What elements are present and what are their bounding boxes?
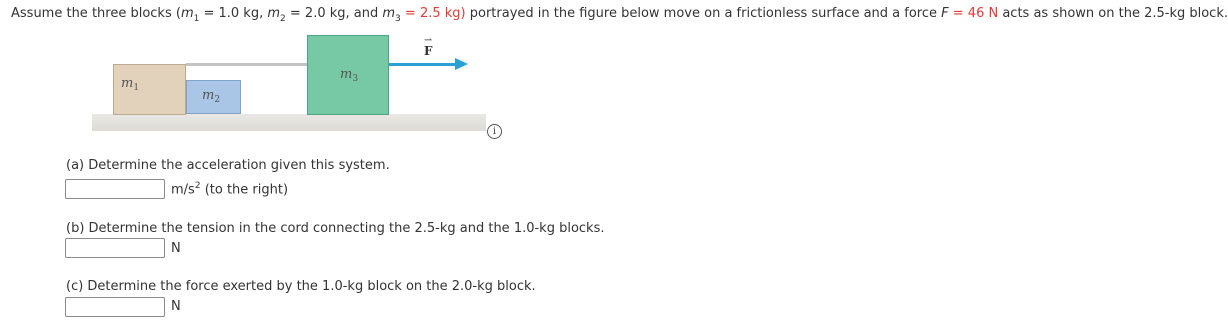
m3-subscript: 3: [395, 14, 401, 24]
m1-variable: m: [180, 6, 194, 21]
m2-variable: m: [267, 6, 281, 21]
blocks-figure: [92, 34, 512, 154]
label-m1: $m_1$: [121, 76, 140, 93]
force-arrow-head: [455, 58, 468, 70]
m2-subscript: 2: [280, 14, 286, 24]
info-icon[interactable]: i: [487, 124, 502, 139]
question-b: (b) Determine the tension in the cord connecting the 2.5-kg and the 1.0-kg blocks.: [66, 221, 605, 236]
question-a: (a) Determine the acceleration given this system.: [66, 158, 390, 173]
prompt-text-mid: portrayed in the figure below move on a frictionless surface and a force: [465, 6, 942, 21]
m1-subscript: 1: [193, 14, 200, 24]
cord: [186, 63, 307, 66]
unit-c: N: [171, 299, 181, 314]
problem-statement: [11, 6, 1228, 24]
question-c: (c) Determine the force exerted by the 1.0-kg block on the 2.0-kg block.: [66, 279, 536, 294]
answer-b-input[interactable]: [65, 238, 165, 258]
answer-a-input[interactable]: [65, 179, 165, 199]
m3-variable: m: [382, 6, 396, 21]
force-variable: F: [941, 6, 949, 21]
m2-value: = 2.0 kg, and: [285, 6, 383, 21]
label-m3: $m_3$: [340, 67, 359, 84]
force-label: ⇀ F: [424, 35, 433, 58]
unit-b: N: [171, 241, 181, 256]
label-m2: $m_2$: [202, 88, 221, 105]
frictionless-surface: [92, 114, 486, 131]
vector-arrow-icon: ⇀: [424, 35, 433, 46]
m1-value: = 1.0 kg,: [199, 6, 268, 21]
prompt-text-end: acts as shown on the 2.5-kg block.: [998, 6, 1228, 21]
force-arrow-line: [389, 63, 457, 66]
force-value: = 46 N: [948, 6, 999, 21]
unit-a: $m/s^2$ (to the right): [171, 181, 289, 198]
answer-c-input[interactable]: [65, 297, 165, 317]
m3-value: = 2.5 kg): [400, 6, 466, 21]
prompt-text: Assume the three blocks (: [11, 6, 181, 21]
